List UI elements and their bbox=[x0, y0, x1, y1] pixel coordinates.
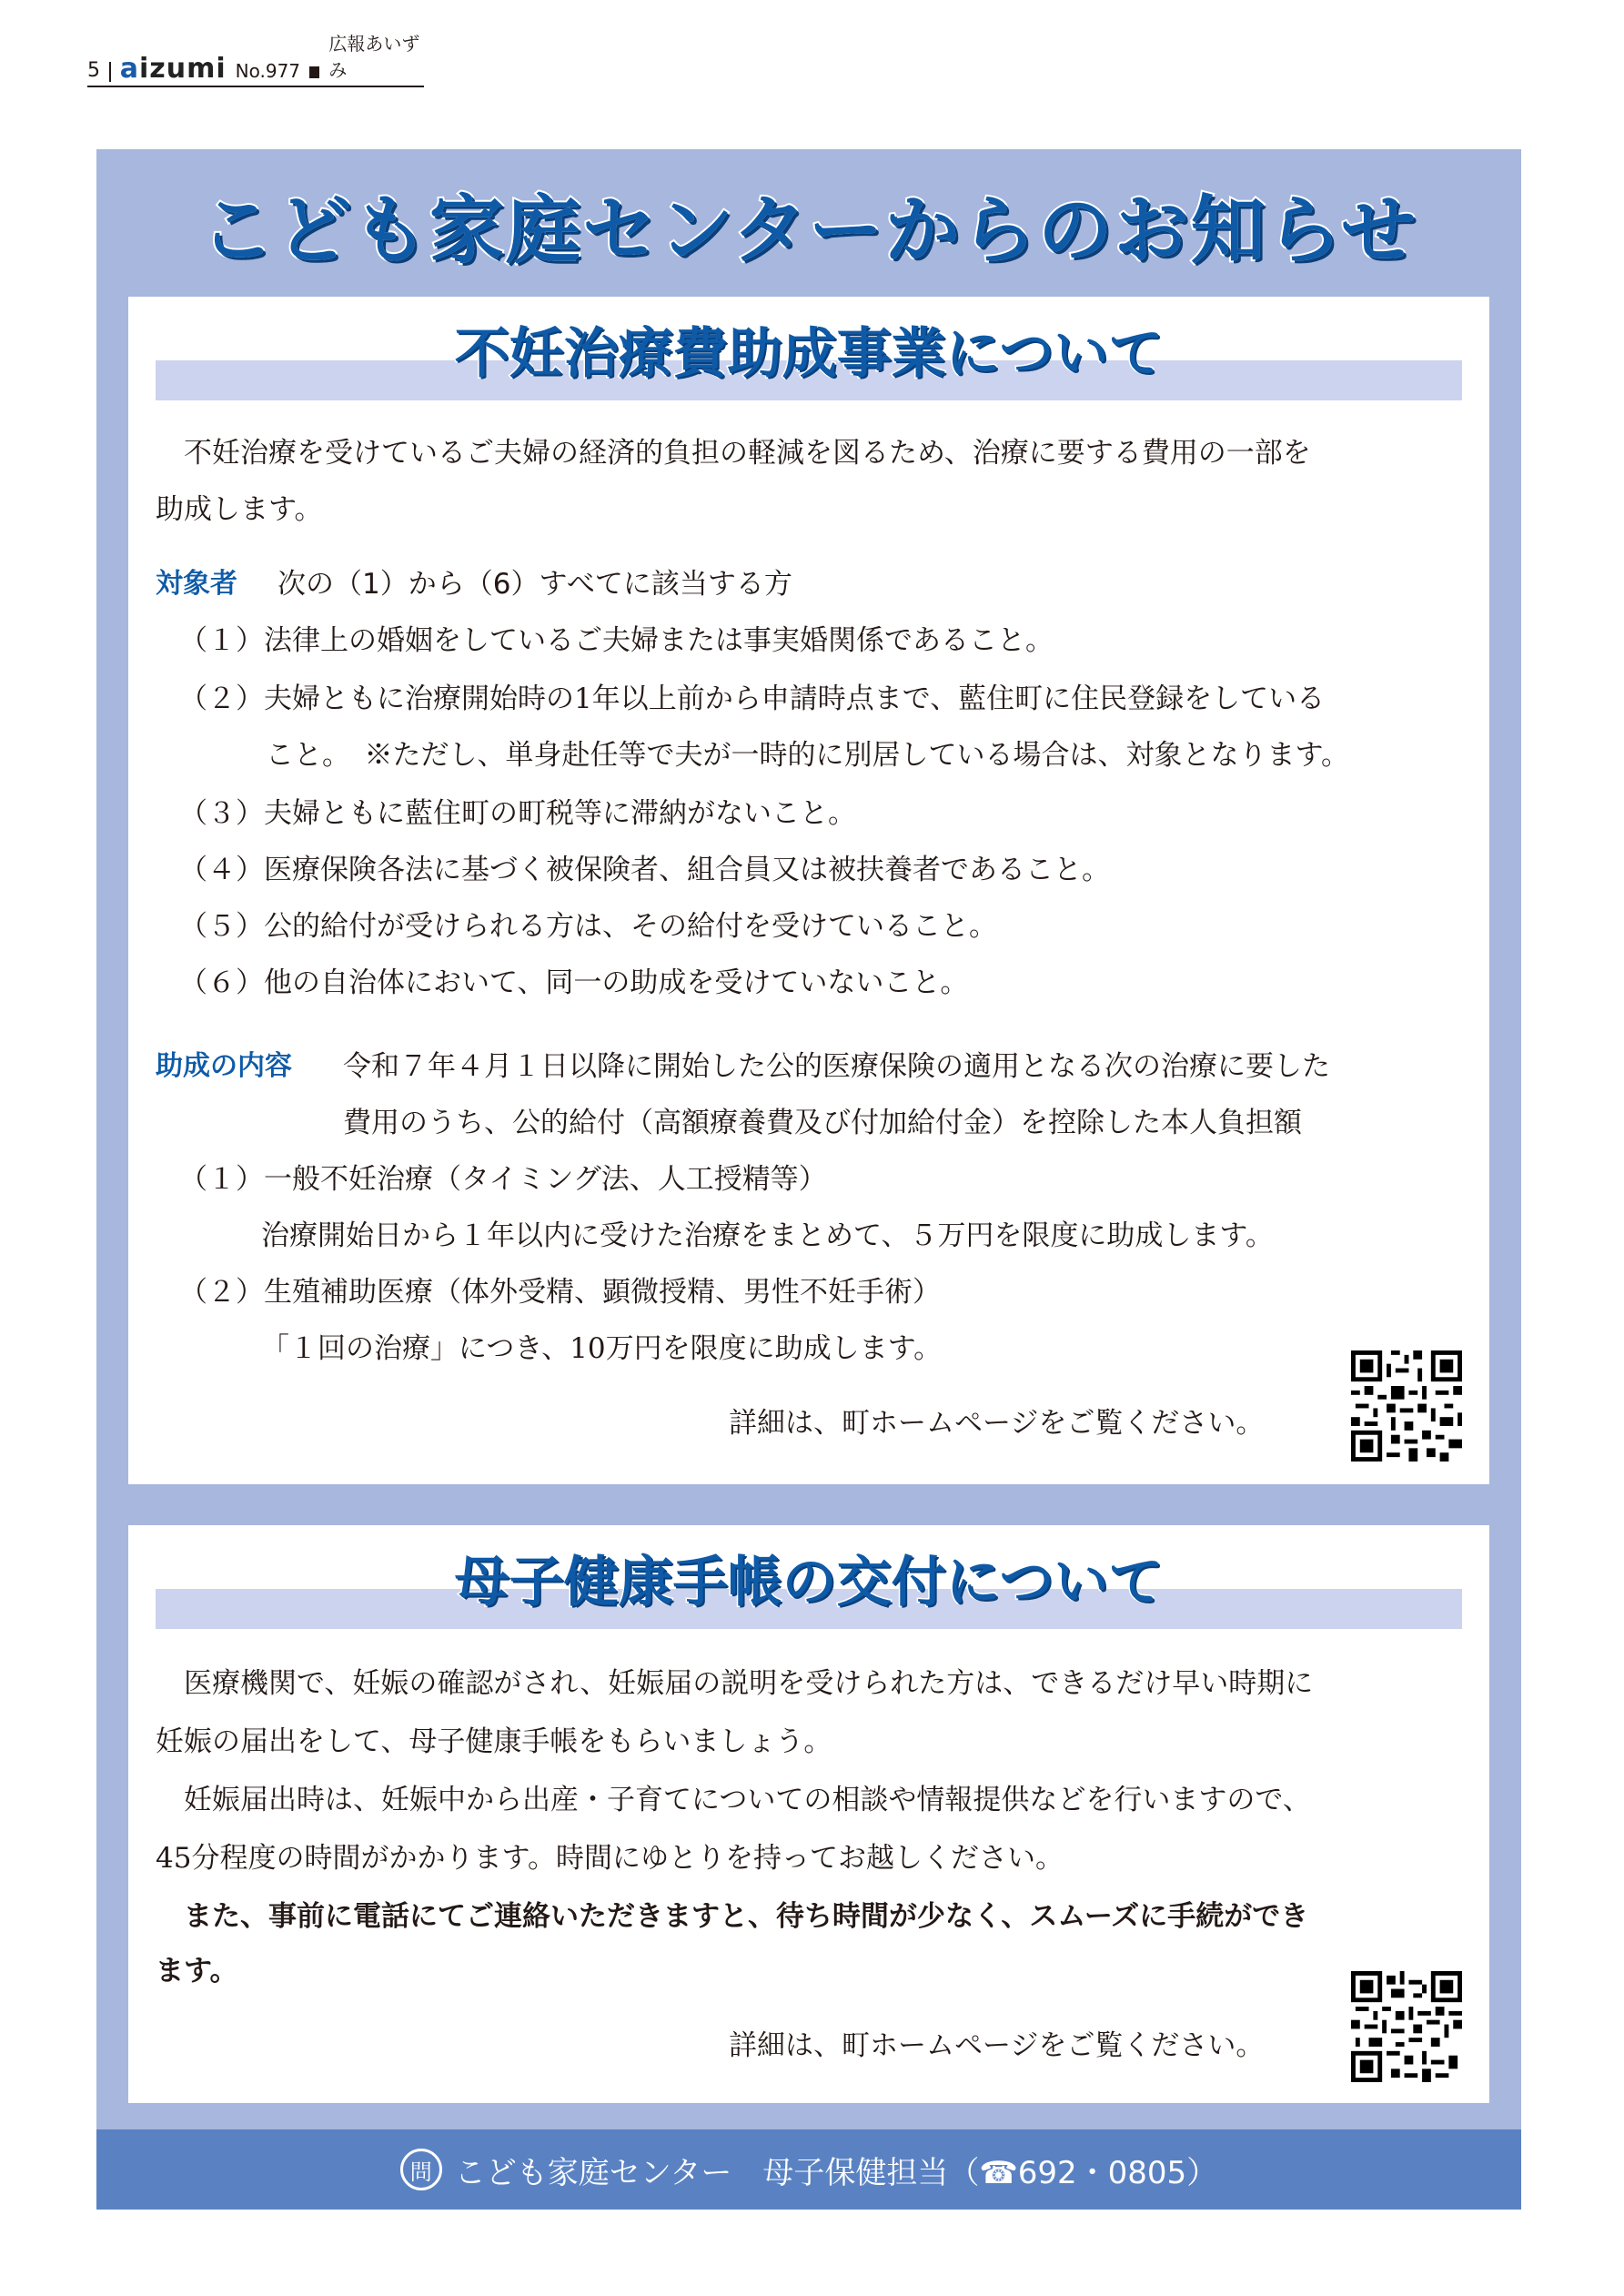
detail-note: 詳細は、町ホームページをご覧ください。 bbox=[729, 2029, 1265, 2062]
body-text: 45分程度の時間がかかります。時間にゆとりを持ってお越しください。 bbox=[156, 1842, 1064, 1875]
section-title: 不妊治療費助成事業について bbox=[454, 322, 1164, 386]
detail-note: 詳細は、町ホームページをご覧ください。 bbox=[729, 1407, 1265, 1440]
intro-text: 不妊治療を受けているご夫婦の経済的負担の軽減を図るため、治療に要する費用の一部を bbox=[156, 437, 1311, 470]
square-bullet-icon bbox=[309, 66, 319, 78]
contact-footer bbox=[96, 2129, 1521, 2210]
page-header bbox=[87, 33, 424, 87]
condition-item: （１）法律上の婚姻をしているご夫婦または事実婚関係であること。 bbox=[179, 624, 1054, 657]
condition-item-continued: こと。 ※ただし、単身赴任等で夫が一時的に別居している場合は、対象となります。 bbox=[266, 739, 1350, 772]
condition-item: （２）夫婦ともに治療開始時の1年以上前から申請時点まで、藍住町に住民登録をしている bbox=[179, 683, 1326, 715]
treatment-item: （２）生殖補助医療（体外受精、顕微授精、男性不妊手術） bbox=[179, 1276, 941, 1309]
section-maternal-handbook bbox=[128, 1525, 1489, 2103]
inquiry-icon: 問 bbox=[400, 2149, 442, 2190]
target-label: 対象者 bbox=[156, 568, 237, 600]
notice-frame bbox=[96, 149, 1521, 2210]
publication-name: 広報あいずみ bbox=[328, 33, 420, 81]
section-fertility-subsidy bbox=[128, 297, 1489, 1484]
intro-text: 助成します。 bbox=[156, 493, 323, 526]
content-label: 助成の内容 bbox=[156, 1050, 292, 1082]
main-title: こども家庭センターからのお知らせ bbox=[199, 187, 1418, 274]
page-number: 5 bbox=[87, 59, 100, 82]
qr-code-icon[interactable] bbox=[1351, 1350, 1462, 1462]
bold-notice: また、事前に電話にてご連絡いただきますと、待ち時間が少なく、スムーズに手続ができ bbox=[156, 1900, 1309, 1933]
treatment-detail: 「１回の治療」につき、10万円を限度に助成します。 bbox=[261, 1332, 943, 1365]
contact-text: こども家庭センター 母子保健担当（☎692・0805） bbox=[454, 2154, 1218, 2191]
treatment-item: （１）一般不妊治療（タイミング法、人工授精等） bbox=[179, 1163, 827, 1196]
content-text: 令和７年４月１日以降に開始した公的医療保険の適用となる次の治療に要した bbox=[343, 1050, 1330, 1083]
content-text: 費用のうち、公的給付（高額療養費及び付加給付金）を控除した本人負担額 bbox=[343, 1107, 1302, 1139]
treatment-detail: 治療開始日から１年以内に受けた治療をまとめて、５万円を限度に助成します。 bbox=[261, 1219, 1274, 1252]
body-text: 医療機関で、妊娠の確認がされ、妊娠届の説明を受けられた方は、できるだけ早い時期に bbox=[156, 1667, 1314, 1700]
condition-item: （４）医療保険各法に基づく被保険者、組合員又は被扶養者であること。 bbox=[179, 854, 1110, 886]
condition-item: （５）公的給付が受けられる方は、その給付を受けていること。 bbox=[179, 910, 997, 943]
condition-item: （３）夫婦ともに藍住町の町税等に滞納がないこと。 bbox=[179, 797, 856, 830]
bold-notice: ます。 bbox=[156, 1955, 238, 1988]
body-text: 妊娠届出時は、妊娠中から出産・子育てについての相談や情報提供などを行いますので、 bbox=[156, 1784, 1311, 1816]
condition-item: （６）他の自治体において、同一の助成を受けていないこと。 bbox=[179, 966, 969, 999]
body-text: 妊娠の届出をして、母子健康手帳をもらいましょう。 bbox=[156, 1725, 832, 1758]
qr-code-icon[interactable] bbox=[1351, 1971, 1462, 2082]
header-divider bbox=[109, 62, 111, 82]
publication-logo: aizumi bbox=[119, 53, 227, 85]
issue-number: No.977 bbox=[235, 60, 301, 82]
section-title: 母子健康手帳の交付について bbox=[454, 1551, 1164, 1614]
target-text: 次の（1）から（6）すべてに該当する方 bbox=[277, 568, 792, 601]
